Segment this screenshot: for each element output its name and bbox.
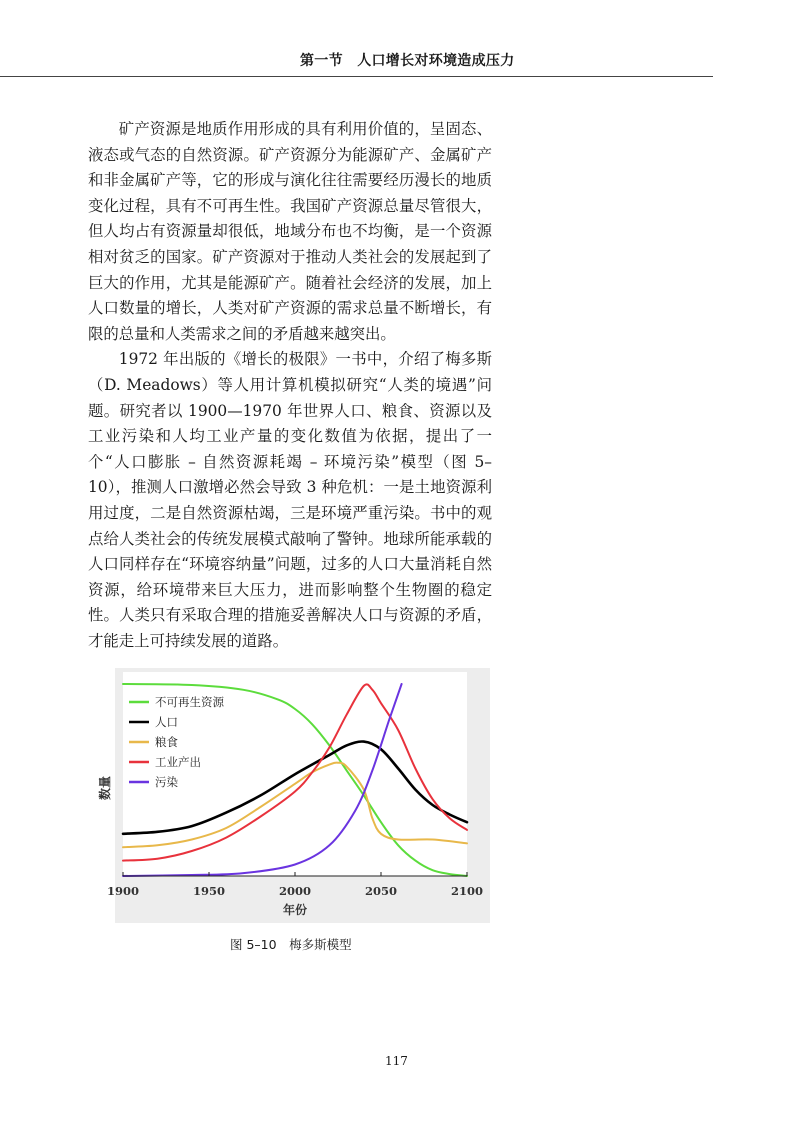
x-tick-label-2100: 2100	[450, 884, 484, 898]
page-number: 117	[385, 1054, 408, 1068]
x-tick-label-1950: 1950	[192, 884, 226, 898]
legend-label-food: 粮食	[155, 735, 178, 749]
paragraph-2: 1972 年出版的《增长的极限》一书中，介绍了梅多斯（D. Meadows）等人用计算机模拟研究“人类的境遇”问题。研究者以 1900—1970 年世界人口、粮食、资源以及工业污染和人均工业产量的变化数值为依据，提出了一个“人口膨胀 – 自然资源耗竭 – 环境污染”模型（图 5–10），推测人口激增必然会导致 3 种危机：一是土地资源利用过度，二是自然资源枯竭，三是环境严重污染。书中的观点给人类社会的传统发展模式敲响了警钟。地球所能承载的人口同样存在“环境容纳量”问题，过多的人口大量消耗自然资源，给环境带来巨大压力，进而影响整个生物圈的稳定性。人类只有采取合理的措施妥善解决人口与资源的矛盾，才能走上可持续发展的道路。	[88, 350, 492, 650]
meadows-model-figure	[98, 668, 490, 923]
legend-label-pollution: 污染	[155, 775, 178, 789]
x-tick-label-2050: 2050	[364, 884, 398, 898]
body-text	[88, 117, 492, 654]
page-header-title: 第一节 人口增长对环境造成压力	[300, 53, 515, 69]
legend-label-industrial-output: 工业产出	[155, 755, 201, 769]
paragraph-1: 矿产资源是地质作用形成的具有利用价值的，呈固态、液态或气态的自然资源。矿产资源分为能源矿产、金属矿产和非金属矿产等，它的形成与演化往往需要经历漫长的地质变化过程，具有不可再生性。我国矿产资源总量尽管很大，但人均占有资源量却很低，地域分布也不均衡，是一个资源相对贫乏的国家。矿产资源对于推动人类社会的发展起到了巨大的作用，尤其是能源矿产。随着社会经济的发展，加上人口数量的增长，人类对矿产资源的需求总量不断增长，有限的总量和人类需求之间的矛盾越来越突出。	[88, 120, 492, 343]
y-axis-title: 数量	[98, 775, 112, 801]
header-rule	[0, 76, 713, 77]
legend-label-nonrenewable-resources: 不可再生资源	[155, 695, 224, 709]
figure-caption: 图 5–10 梅多斯模型	[230, 937, 352, 952]
x-tick-label-2000: 2000	[278, 884, 312, 898]
legend-label-population: 人口	[155, 715, 178, 729]
x-axis-title: 年份	[282, 903, 308, 917]
meadows-model-chart	[98, 668, 490, 923]
x-tick-label-1900: 1900	[106, 884, 140, 898]
